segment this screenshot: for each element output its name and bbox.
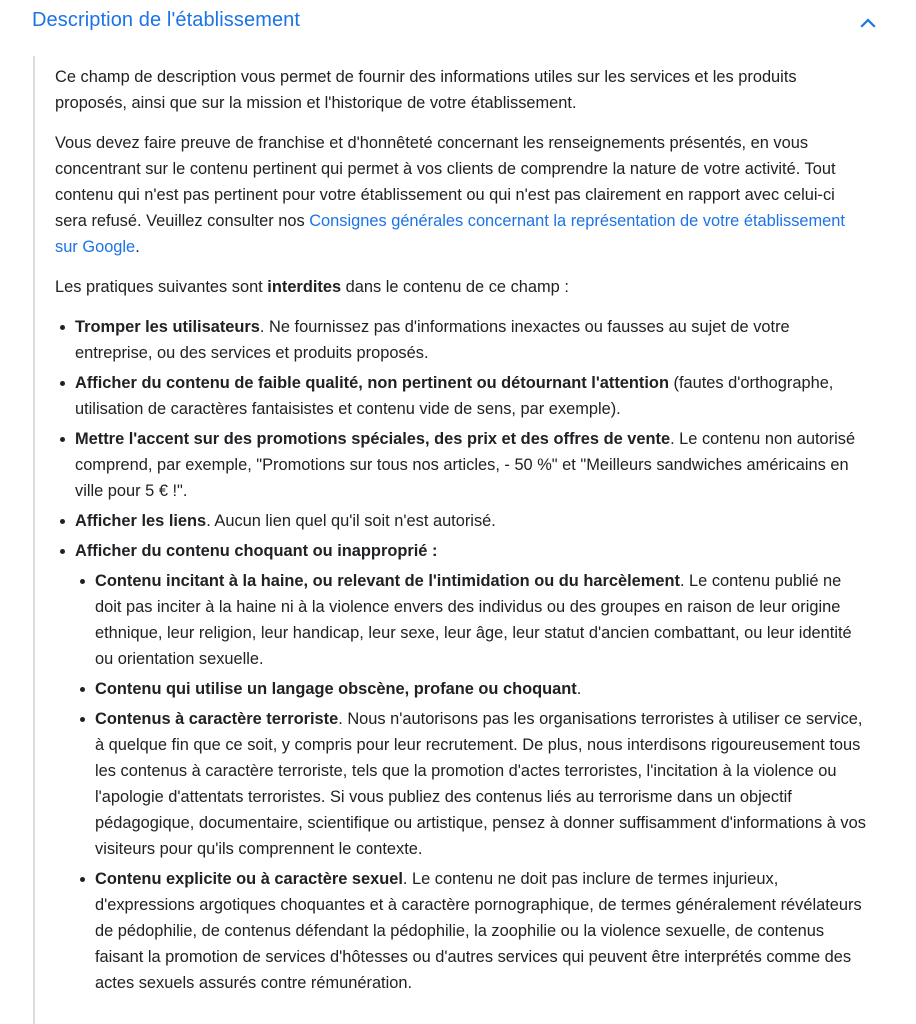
guidelines-paragraph [55,130,870,260]
subrules-list [75,568,870,996]
rule-text: . Aucun lien quel qu'il soit n'est autorisé. [206,512,496,530]
rule-title: Tromper les utilisateurs [75,318,260,336]
section-body [55,64,870,1000]
guidelines-text: Vous devez faire preuve de franchise et d'honnêteté concernant les renseignements présentés, en vous concentrant sur le contenu pertinent qui permet à vos clients de comprendre la nature de votre activité. Tout contenu qui n'est pas pertinent pour votre établissement ou qui n'est pas clairement en rapport avec celui-ci sera refusé. Veuillez consulter nos [55,134,836,230]
prohibited-intro-text: Les pratiques suivantes sont [55,278,268,296]
rule-text: . Ne fournissez pas d'informations inexactes ou fausses au sujet de votre entreprise, ou des services et produits proposés. [75,318,790,362]
list-item [95,706,870,862]
rule-title: Afficher du contenu choquant ou inapproprié : [75,542,438,560]
subrule-text: . [576,680,582,698]
section-header[interactable] [0,0,916,46]
list-item [75,508,870,534]
subrule-title: Contenu explicite ou à caractère sexuel [95,870,403,888]
subrule-text: . Le contenu ne doit pas inclure de termes injurieux, d'expressions argotiques choquantes et à caractère pornographique, de termes généralement révélateurs de pédophilie, de contenus défendant la pédophilie, la zoophilie ou la violence sexuelle, de contenus faisant la promotion de services d'hôtesses ou d'autres services qui peuvent être interprétés comme des actes sexuels assurés contre rémunération. [95,870,862,992]
rule-text: (fautes d'orthographe, utilisation de caractères fantaisistes et contenu vide de sens, par exemple). [75,374,834,418]
rule-text: . Le contenu non autorisé comprend, par exemple, "Promotions sur tous nos articles, - 50 %" et "Meilleurs sandwiches américains en ville pour 5 € !". [75,430,856,500]
chevron-up-icon[interactable] [857,14,879,32]
rule-title: Mettre l'accent sur des promotions spéciales, des prix et des offres de vente [75,430,671,448]
rule-title: Afficher du contenu de faible qualité, non pertinent ou détournant l'attention [75,374,669,392]
rule-title: Afficher les liens [75,512,207,530]
list-item [75,314,870,366]
prohibited-intro [55,274,870,300]
list-item [75,370,870,422]
subrule-title: Contenu incitant à la haine, ou relevant de l'intimidation ou du harcèlement [95,572,680,590]
list-item [95,676,870,702]
guidelines-period: . [135,238,140,256]
intro-paragraph: Ce champ de description vous permet de fournir des informations utiles sur les services et les produits proposés, ainsi que sur la mission et l'historique de votre établissement. [55,68,797,112]
section-content [33,56,875,1024]
subrule-title: Contenu qui utilise un langage obscène, profane ou choquant [95,680,577,698]
subrule-text: . Nous n'autorisons pas les organisations terroristes à utiliser ce service, à quelque fin que ce soit, y compris pour leur recrutement. De plus, nous interdisons rigoureusement tous les contenus à caractère terroriste, tels que la promotion d'actes terroristes, l'incitation à la violence ou l'apologie d'attentats terroristes. Si vous publiez des contenus liés au terrorisme dans un objectif pédagogique, documentaire, scientifique ou artistique, pensez à donner suffisamment d'informations à vos visiteurs pour qu'ils comprennent le contexte. [95,710,866,858]
subrule-title: Contenus à caractère terroriste [95,710,339,728]
prohibited-keyword: interdites [267,278,342,296]
guidelines-link[interactable]: Consignes générales concernant la représentation de votre établissement sur Google [55,212,845,256]
list-item [75,426,870,504]
section-title[interactable]: Description de l'établissement [32,9,301,31]
subrule-text: . Le contenu publié ne doit pas inciter à la haine ni à la violence envers des individus ou des groupes en raison de leur origine ethnique, leur religion, leur handicap, leur sexe, leur âge, leur statut d'ancien combattant, ou leur identité ou orientation sexuelle. [95,572,852,668]
prohibited-intro-end: dans le contenu de ce champ : [341,278,569,296]
list-item [75,538,870,996]
list-item [95,866,870,996]
rules-list [55,314,870,996]
list-item [95,568,870,672]
